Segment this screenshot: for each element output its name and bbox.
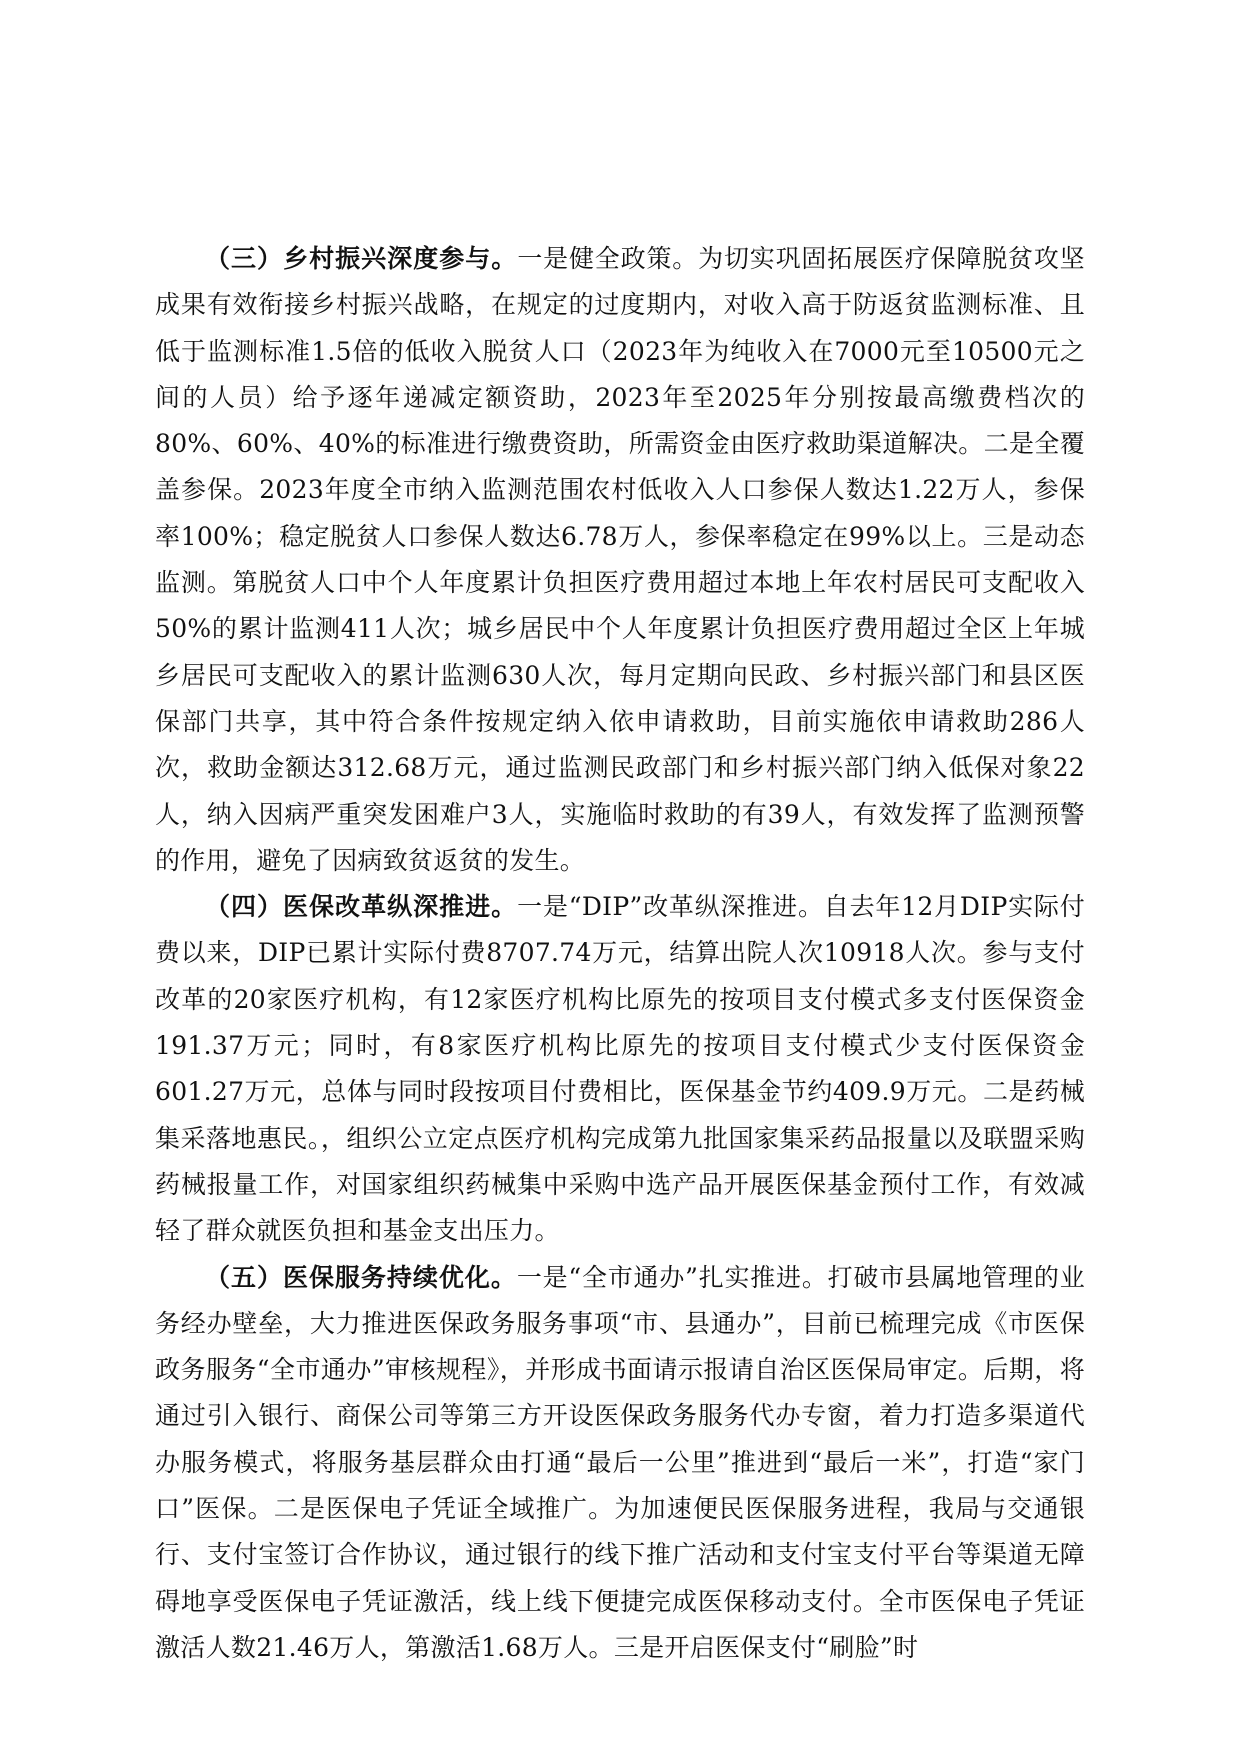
paragraph-text: 一是健全政策。为切实巩固拓展医疗保障脱贫攻坚成果有效衔接乡村振兴战略，在规定的过度期内，对收入高于防返贫监测标准、且低于监测标准1.5倍的低收入脱贫人口（2023年为纯收入在7000元至10500元之间的人员）给予逐年递减定额资助，2023年至2025年分别按最高缴费档次的80%、60%、40%的标准进行缴费资助，所需资金由医疗救助渠道解决。二是全覆盖参保。2023年度全市纳入监测范围农村低收入人口参保人数达1.22万人，参保率100%；稳定脱贫人口参保人数达6.78万人，参保率稳定在99%以上。三是动态监测。第脱贫人口中个人年度累计负担医疗费用超过本地上年农村居民可支配收入50%的累计监测411人次；城乡居民中个人年度累计负担医疗费用超过全区上年城乡居民可支配收入的累计监测630人次，每月定期向民政、乡村振兴部门和县区医保部门共享，其中符合条件按规定纳入依申请救助，目前实施依申请救助286人次，救助金额达312.68万元，通过监测民政部门和乡村振兴部门纳入低保对象22人，纳入因病严重突发困难户3人，实施临时救助的有39人，有效发挥了监测预警的作用，避免了因病致贫返贫的发生。 xyxy=(155,244,1085,875)
section-heading: （五）医保服务持续优化。 xyxy=(205,1262,517,1292)
document-body xyxy=(155,236,1085,1671)
paragraph-medical-insurance-reform xyxy=(155,884,1085,1254)
paragraph-service-optimization xyxy=(155,1255,1085,1672)
paragraph-text: 一是“全市通办”扎实推进。打破市县属地管理的业务经办壁垒，大力推进医保政务服务事项“市、县通办”，目前已梳理完成《市医保政务服务“全市通办”审核规程》，并形成书面请示报请自治区医保局审定。后期，将通过引入银行、商保公司等第三方开设医保政务服务代办专窗，着力打造多渠道代办服务模式，将服务基层群众由打通“最后一公里”推进到“最后一米”，打造“家门口”医保。二是医保电子凭证全域推广。为加速便民医保服务进程，我局与交通银行、支付宝签订合作协议，通过银行的线下推广活动和支付宝支付平台等渠道无障碍地享受医保电子凭证激活，线上线下便捷完成医保移动支付。全市医保电子凭证激活人数21.46万人，第激活1.68万人。三是开启医保支付“刷脸”时 xyxy=(155,1262,1085,1662)
section-heading: （四）医保改革纵深推进。 xyxy=(205,892,518,922)
paragraph-text: 一是“DIP”改革纵深推进。自去年12月DIP实际付费以来，DIP已累计实际付费8707.74万元，结算出院人次10918人次。参与支付改革的20家医疗机构，有12家医疗机构比原先的按项目支付模式多支付医保资金191.37万元；同时，有8家医疗机构比原先的按项目支付模式少支付医保资金601.27万元，总体与同时段按项目付费相比，医保基金节约409.9万元。二是药械集采落地惠民。，组织公立定点医疗机构完成第九批国家集采药品报量以及联盟采购药械报量工作，对国家组织药械集中采购中选产品开展医保基金预付工作，有效减轻了群众就医负担和基金支出压力。 xyxy=(155,892,1085,1246)
section-heading: （三）乡村振兴深度参与。 xyxy=(205,244,518,273)
paragraph-rural-revitalization xyxy=(155,236,1085,884)
